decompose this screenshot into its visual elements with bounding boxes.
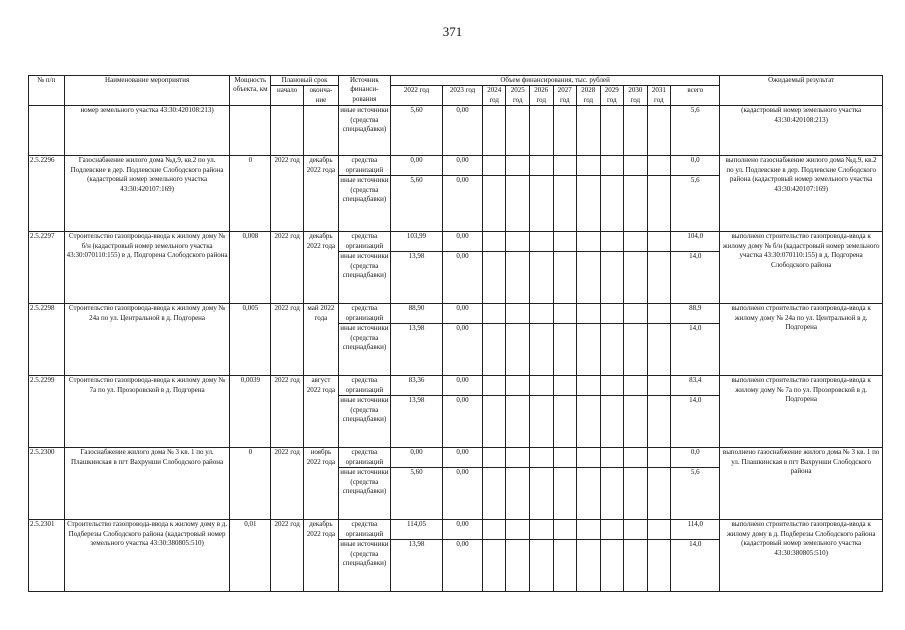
amount-empty (577, 106, 601, 156)
header-year: 2024 год (482, 86, 506, 106)
amount-2022: 13,98 (390, 324, 442, 376)
amount-2022: 0,00 (390, 156, 442, 176)
amount-empty (647, 448, 671, 468)
amount-empty (577, 252, 601, 304)
amount-empty (600, 232, 624, 252)
amount-empty (553, 156, 577, 176)
amount-empty (577, 304, 601, 324)
expected-result: выполнено строительство газопровода-ввода к жилому дому № 7а по ул. Прозоровской в д. Подгорена (720, 376, 883, 448)
amount-empty (600, 106, 624, 156)
amount-empty (577, 468, 601, 520)
amount-2022: 5,60 (390, 106, 442, 156)
funding-source: средства организаций (338, 520, 390, 540)
amount-empty (577, 540, 601, 592)
header-year: 2027 год (553, 86, 577, 106)
header-year: 2025 год (506, 86, 530, 106)
table-row (29, 520, 883, 540)
row-number: 2.5.2296 (29, 156, 65, 232)
amount-empty (647, 540, 671, 592)
amount-empty (624, 304, 648, 324)
amount-2022: 103,99 (390, 232, 442, 252)
amount-empty (600, 396, 624, 448)
amount-empty (624, 468, 648, 520)
expected-result: выполнено газоснабжение жилого дома №д.9, кв.2 по ул. Подлевские в дер. Подлевские Слободского района (кадастровый номер земельного участка 43:30:420107:169) (720, 156, 883, 232)
expected-result: выполнено газоснабжение жилого дома № 3 кв. 1 по ул. Плашкинская в пгт Вахрунши Слободского района (720, 448, 883, 520)
amount-empty (577, 448, 601, 468)
amount-2023: 0,00 (443, 540, 483, 592)
header-source: Источник финанси-рования (338, 76, 390, 106)
amount-empty (530, 176, 554, 232)
plan-end: май 2022 года (304, 304, 339, 376)
activity-name: Газоснабжение жилого дома №д.9, кв.2 по ул. Подлевские в дер. Подлевские Слободского района (кадастровый номер земельного участка 43:30:420107:169) (64, 156, 230, 232)
amount-empty (553, 232, 577, 252)
amount-2022: 0,00 (390, 448, 442, 468)
funding-source: иные источники (средства спецнадбавки) (338, 176, 390, 232)
amount-empty (482, 252, 506, 304)
amount-empty (482, 448, 506, 468)
plan-end: декабрь 2022 года (304, 232, 339, 304)
amount-empty (647, 520, 671, 540)
activity-name: Строительство газопровода-ввода к жилому дому № б/н (кадастровый номер земельного участка 43:30:070110:155) в д. Подгорена Слободского района (64, 232, 230, 304)
funding-source: средства организаций (338, 304, 390, 324)
plan-start: 2022 год (271, 156, 304, 232)
amount-2023: 0,00 (443, 304, 483, 324)
header-year: 2026 год (530, 86, 554, 106)
plan-end: август 2022 года (304, 376, 339, 448)
amount-empty (506, 376, 530, 396)
header-start: начало (271, 86, 304, 106)
header-plan: Плановый срок (271, 76, 339, 86)
activity-name: Строительство газопровода-ввода к жилому дому № 24а по ул. Центральной в д. Подгорена (64, 304, 230, 376)
row-number: 2.5.2299 (29, 376, 65, 448)
amount-empty (530, 396, 554, 448)
amount-empty (553, 448, 577, 468)
amount-empty (482, 176, 506, 232)
amount-total: 114,0 (671, 520, 720, 540)
header-total: всего (671, 86, 720, 106)
header-no: № п/п (29, 76, 65, 106)
table-body (29, 106, 883, 592)
amount-total: 14,0 (671, 324, 720, 376)
plan-start: 2022 год (271, 376, 304, 448)
amount-2023: 0,00 (443, 106, 483, 156)
amount-total: 14,0 (671, 396, 720, 448)
amount-total: 104,0 (671, 232, 720, 252)
amount-empty (553, 468, 577, 520)
plan-start (271, 106, 304, 156)
amount-empty (530, 304, 554, 324)
amount-empty (482, 396, 506, 448)
header-power: Мощность объекта, км (230, 76, 271, 106)
amount-empty (624, 540, 648, 592)
amount-empty (647, 324, 671, 376)
amount-total: 14,0 (671, 252, 720, 304)
amount-2022: 114,05 (390, 520, 442, 540)
amount-empty (624, 520, 648, 540)
amount-empty (647, 156, 671, 176)
amount-2023: 0,00 (443, 468, 483, 520)
amount-empty (506, 176, 530, 232)
amount-empty (506, 304, 530, 324)
amount-empty (482, 304, 506, 324)
amount-empty (553, 176, 577, 232)
table-row (29, 304, 883, 324)
amount-empty (600, 324, 624, 376)
amount-total: 83,4 (671, 376, 720, 396)
plan-end: декабрь 2022 года (304, 520, 339, 592)
amount-empty (530, 468, 554, 520)
activity-name: Газоснабжение жилого дома № 3 кв. 1 по ул. Плашкинская в пгт Вахрунши Слободского района (64, 448, 230, 520)
header-year: 2022 год (390, 86, 442, 106)
amount-2023: 0,00 (443, 252, 483, 304)
amount-empty (647, 468, 671, 520)
object-power: 0,0039 (230, 376, 271, 448)
amount-empty (553, 324, 577, 376)
amount-empty (482, 324, 506, 376)
amount-2022: 13,98 (390, 252, 442, 304)
header-year: 2028 год (577, 86, 601, 106)
amount-2022: 88,90 (390, 304, 442, 324)
plan-end: ноябрь 2022 года (304, 448, 339, 520)
amount-empty (647, 252, 671, 304)
header-volume: Объем финансирования, тыс. рублей (390, 76, 719, 86)
amount-empty (600, 156, 624, 176)
table-row (29, 448, 883, 468)
funding-source: иные источники (средства спецнадбавки) (338, 324, 390, 376)
amount-2022: 5,60 (390, 176, 442, 232)
funding-source: иные источники (средства спецнадбавки) (338, 106, 390, 156)
amount-2023: 0,00 (443, 176, 483, 232)
amount-empty (647, 106, 671, 156)
amount-total: 5,6 (671, 176, 720, 232)
plan-end (304, 106, 339, 156)
object-power: 0,005 (230, 304, 271, 376)
amount-2022: 83,36 (390, 376, 442, 396)
activity-name: Строительство газопровода-ввода к жилому дому в д. Подберезы Слободского района (кадастровый номер земельного участка 43:30:380805:510) (64, 520, 230, 592)
amount-empty (624, 376, 648, 396)
amount-empty (482, 520, 506, 540)
object-power: 0,01 (230, 520, 271, 592)
amount-empty (530, 252, 554, 304)
amount-empty (553, 520, 577, 540)
funding-source: иные источники (средства спецнадбавки) (338, 540, 390, 592)
amount-empty (600, 540, 624, 592)
amount-empty (482, 468, 506, 520)
amount-2022: 5,60 (390, 468, 442, 520)
plan-start: 2022 год (271, 232, 304, 304)
row-number (29, 106, 65, 156)
amount-2023: 0,00 (443, 376, 483, 396)
amount-empty (530, 324, 554, 376)
header-year: 2029 год (600, 86, 624, 106)
amount-empty (530, 520, 554, 540)
amount-empty (600, 304, 624, 324)
funding-source: иные источники (средства спецнадбавки) (338, 396, 390, 448)
amount-empty (506, 106, 530, 156)
amount-empty (600, 176, 624, 232)
row-number: 2.5.2297 (29, 232, 65, 304)
amount-empty (577, 156, 601, 176)
amount-empty (482, 376, 506, 396)
header-name: Наименование мероприятия (64, 76, 230, 106)
expected-result: выполнено строительство газопровода-ввода к жилому дому в д. Подберезы Слободского района (кадастровый номер земельного участка 43:30:380805:510) (720, 520, 883, 592)
funding-source: средства организаций (338, 232, 390, 252)
amount-empty (530, 232, 554, 252)
row-number: 2.5.2300 (29, 448, 65, 520)
amount-empty (553, 396, 577, 448)
row-number: 2.5.2298 (29, 304, 65, 376)
amount-empty (530, 448, 554, 468)
amount-empty (506, 468, 530, 520)
amount-empty (506, 156, 530, 176)
amount-empty (553, 376, 577, 396)
amount-empty (553, 106, 577, 156)
row-number: 2.5.2301 (29, 520, 65, 592)
expected-result: (кадастровый номер земельного участка 43:30:420108:213) (720, 106, 883, 156)
financing-table (28, 75, 883, 592)
plan-start: 2022 год (271, 304, 304, 376)
funding-source: средства организаций (338, 156, 390, 176)
amount-2022: 13,98 (390, 540, 442, 592)
amount-empty (506, 252, 530, 304)
amount-empty (506, 520, 530, 540)
amount-empty (506, 448, 530, 468)
table-row (29, 232, 883, 252)
amount-empty (577, 396, 601, 448)
amount-2023: 0,00 (443, 520, 483, 540)
amount-2023: 0,00 (443, 156, 483, 176)
funding-source: средства организаций (338, 376, 390, 396)
table-row (29, 156, 883, 176)
amount-empty (624, 232, 648, 252)
amount-empty (553, 304, 577, 324)
amount-empty (553, 540, 577, 592)
amount-empty (624, 448, 648, 468)
amount-empty (506, 540, 530, 592)
amount-empty (482, 156, 506, 176)
plan-end: декабрь 2022 года (304, 156, 339, 232)
amount-empty (624, 106, 648, 156)
activity-name: Строительство газопровода-ввода к жилому дому № 7а по ул. Прозоровской в д. Подгорена (64, 376, 230, 448)
amount-empty (530, 106, 554, 156)
amount-total: 5,6 (671, 468, 720, 520)
amount-empty (624, 396, 648, 448)
funding-source: иные источники (средства спецнадбавки) (338, 252, 390, 304)
amount-2023: 0,00 (443, 396, 483, 448)
page-number: 371 (442, 24, 463, 39)
amount-empty (600, 468, 624, 520)
amount-empty (600, 252, 624, 304)
header-year: 2023 год (443, 86, 483, 106)
amount-2023: 0,00 (443, 324, 483, 376)
funding-source: иные источники (средства спецнадбавки) (338, 468, 390, 520)
object-power: 0,008 (230, 232, 271, 304)
amount-2023: 0,00 (443, 448, 483, 468)
amount-empty (506, 396, 530, 448)
amount-empty (553, 252, 577, 304)
amount-empty (577, 376, 601, 396)
amount-total: 14,0 (671, 540, 720, 592)
header-result: Ожидаемый результат (720, 76, 883, 106)
amount-empty (647, 396, 671, 448)
amount-empty (577, 520, 601, 540)
amount-empty (624, 176, 648, 232)
table-row (29, 106, 883, 156)
amount-empty (647, 376, 671, 396)
amount-empty (577, 176, 601, 232)
table-row (29, 376, 883, 396)
activity-name: номер земельного участка 43:30:420108:213) (64, 106, 230, 156)
amount-empty (647, 304, 671, 324)
amount-empty (506, 232, 530, 252)
object-power (230, 106, 271, 156)
expected-result: выполнено строительство газопровода-ввода к жилому дому № 24а по ул. Центральной в д. Подгорена (720, 304, 883, 376)
amount-empty (600, 376, 624, 396)
header-end: оконча-ние (304, 86, 339, 106)
amount-total: 88,9 (671, 304, 720, 324)
amount-empty (624, 156, 648, 176)
amount-empty (530, 376, 554, 396)
amount-empty (600, 520, 624, 540)
header-year: 2031 год (647, 86, 671, 106)
expected-result: выполнено строительство газопровода-ввода к жилому дому № б/н (кадастровый номер земельного участка 43:30:070110:155) в д. Подгорена Слободского района (720, 232, 883, 304)
amount-empty (482, 232, 506, 252)
header-year: 2030 год (624, 86, 648, 106)
amount-empty (482, 540, 506, 592)
amount-total: 0,0 (671, 448, 720, 468)
amount-total: 0,0 (671, 156, 720, 176)
amount-empty (647, 176, 671, 232)
object-power: 0 (230, 448, 271, 520)
amount-empty (624, 324, 648, 376)
amount-total: 5,6 (671, 106, 720, 156)
amount-empty (482, 106, 506, 156)
amount-empty (530, 540, 554, 592)
amount-2023: 0,00 (443, 232, 483, 252)
amount-empty (600, 448, 624, 468)
plan-start: 2022 год (271, 448, 304, 520)
amount-empty (647, 232, 671, 252)
amount-empty (624, 252, 648, 304)
funding-source: средства организаций (338, 448, 390, 468)
table-header (29, 76, 883, 106)
amount-empty (577, 324, 601, 376)
amount-empty (530, 156, 554, 176)
amount-empty (506, 324, 530, 376)
plan-start: 2022 год (271, 520, 304, 592)
object-power: 0 (230, 156, 271, 232)
amount-2022: 13,98 (390, 396, 442, 448)
amount-empty (577, 232, 601, 252)
